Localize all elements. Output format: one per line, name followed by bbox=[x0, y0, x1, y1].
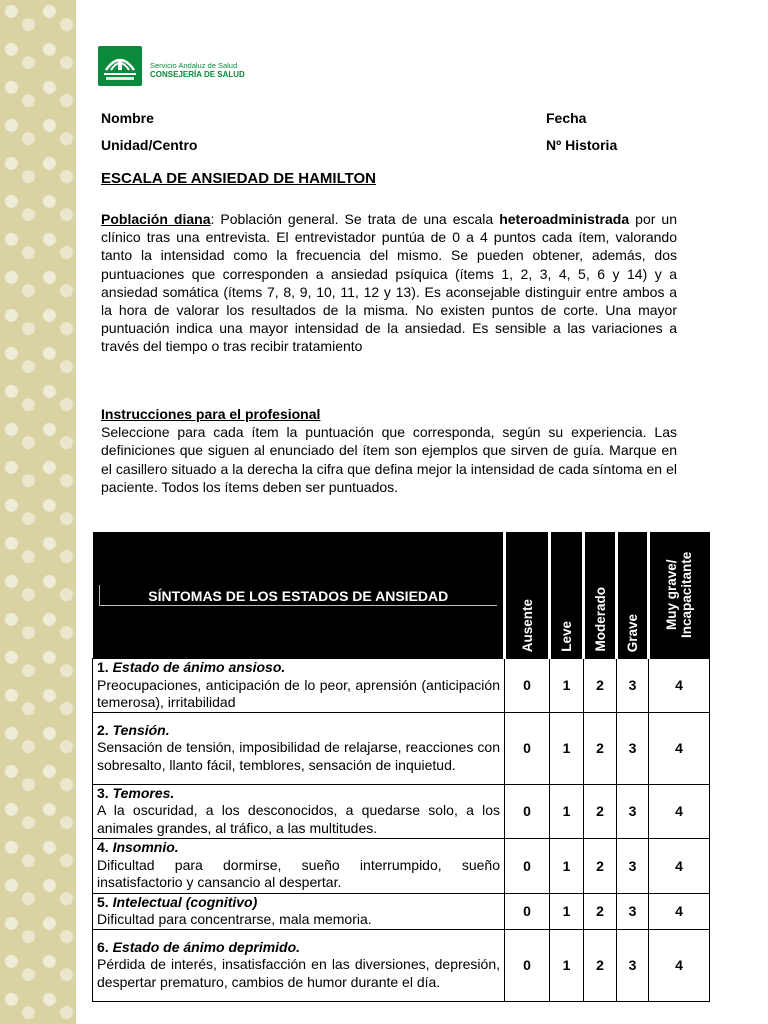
item-title: Temores. bbox=[112, 784, 175, 801]
table-row bbox=[93, 893, 710, 929]
score-option[interactable]: 0 bbox=[505, 838, 550, 893]
score-option[interactable]: 1 bbox=[550, 784, 584, 838]
item-number: 1. bbox=[97, 659, 109, 675]
score-option[interactable]: 3 bbox=[617, 838, 649, 893]
score-option[interactable]: 1 bbox=[550, 929, 584, 1001]
level-label: Ausente bbox=[519, 598, 535, 652]
poblacion-paragraph bbox=[101, 210, 677, 356]
item-number: 4. bbox=[97, 839, 109, 856]
table-row bbox=[93, 929, 710, 1001]
page-title: ESCALA DE ANSIEDAD DE HAMILTON bbox=[101, 170, 377, 187]
instrucciones-heading: Instrucciones para el profesional bbox=[101, 406, 321, 422]
level-header bbox=[649, 532, 710, 659]
table-row bbox=[93, 784, 710, 838]
poblacion-text-a: : Población general. Se trata de una escala bbox=[210, 211, 500, 227]
score-option[interactable]: 0 bbox=[505, 784, 550, 838]
symptoms-header-label: SÍNTOMAS DE LOS ESTADOS DE ANSIEDAD bbox=[99, 585, 498, 606]
level-header bbox=[617, 532, 649, 659]
score-option[interactable]: 3 bbox=[617, 784, 649, 838]
item-number: 3. bbox=[97, 784, 109, 801]
score-option[interactable]: 4 bbox=[649, 712, 710, 784]
score-option[interactable]: 0 bbox=[505, 712, 550, 784]
score-option[interactable]: 2 bbox=[584, 929, 617, 1001]
score-option[interactable]: 0 bbox=[505, 929, 550, 1001]
item-desc: Dificultad para concentrarse, mala memoria. bbox=[97, 911, 372, 927]
score-option[interactable]: 0 bbox=[505, 893, 550, 929]
decorative-sidebar bbox=[0, 0, 76, 1024]
item-description-cell bbox=[93, 659, 505, 713]
item-description-cell bbox=[93, 929, 505, 1001]
score-option[interactable]: 4 bbox=[649, 838, 710, 893]
instrucciones-paragraph bbox=[101, 405, 677, 496]
score-option[interactable]: 4 bbox=[649, 784, 710, 838]
level-header bbox=[550, 532, 584, 659]
level-label: Grave bbox=[625, 613, 640, 652]
table-row bbox=[93, 838, 710, 893]
score-option[interactable]: 4 bbox=[649, 659, 710, 713]
item-desc: Preocupaciones, anticipación de lo peor, aprensión (anticipación temerosa), irritabilidad bbox=[97, 676, 500, 710]
field-unidad: Unidad/Centro bbox=[101, 137, 198, 153]
field-nombre: Nombre bbox=[101, 110, 154, 126]
score-option[interactable]: 1 bbox=[550, 893, 584, 929]
score-option[interactable]: 3 bbox=[617, 893, 649, 929]
score-option[interactable]: 2 bbox=[584, 838, 617, 893]
score-option[interactable]: 3 bbox=[617, 712, 649, 784]
hamilton-table bbox=[92, 532, 710, 1002]
document-page bbox=[76, 0, 768, 1024]
poblacion-text-b: por un clínico tras una entrevista. El entrevistador puntúa de 0 a 4 puntos cada ítem, valorando tanto la intensidad como la frecuencia del mismo. Se pueden obtener, además, dos puntuaciones que corresponden a ansiedad psíquica (ítems 1, 2, 3, 4, 5, 6 y 14) y a ansiedad somática (ítems 7, 8, 9, 10, 11, 12 y 13). Es aconsejable distinguir entre ambos a la hora de valorar los resultados de la misma. No existen puntos de corte. Una mayor puntuación indica una mayor intensidad de la ansiedad. Es sensible a las variaciones a través del tiempo o tras recibir tratamiento bbox=[101, 211, 677, 355]
level-header bbox=[505, 532, 550, 659]
item-number: 5. bbox=[97, 893, 109, 910]
item-desc: Sensación de tensión, imposibilidad de relajarse, reacciones con sobresalto, llanto fácil, temblores, sensación de inquietud. bbox=[97, 739, 500, 773]
score-option[interactable]: 4 bbox=[649, 893, 710, 929]
score-option[interactable]: 2 bbox=[584, 712, 617, 784]
org-line-2: CONSEJERÍA DE SALUD bbox=[150, 70, 245, 79]
item-title: Insomnio. bbox=[112, 839, 179, 856]
level-label: Muy grave/ Incapacitante bbox=[663, 551, 694, 639]
score-option[interactable]: 4 bbox=[649, 929, 710, 1001]
item-desc: Dificultad para dormirse, sueño interrumpido, sueño insatisfactorio y cansancio al despertar. bbox=[97, 856, 500, 891]
score-option[interactable]: 3 bbox=[617, 929, 649, 1001]
item-description-cell bbox=[93, 712, 505, 784]
score-option[interactable]: 1 bbox=[550, 659, 584, 713]
level-label: Moderado bbox=[592, 587, 608, 652]
score-option[interactable]: 1 bbox=[550, 838, 584, 893]
table-row bbox=[93, 712, 710, 784]
item-title: Estado de ánimo deprimido. bbox=[112, 938, 301, 955]
table-row bbox=[93, 659, 710, 713]
item-desc: Pérdida de interés, insatisfacción en las diversiones, depresión, despertar prematuro, cambios de humor durante el día. bbox=[97, 956, 500, 990]
table-header-row bbox=[93, 532, 710, 659]
score-option[interactable]: 2 bbox=[584, 893, 617, 929]
level-label: Leve bbox=[559, 621, 574, 652]
item-description-cell bbox=[93, 893, 505, 929]
item-description-cell bbox=[93, 838, 505, 893]
item-number: 6. bbox=[97, 938, 109, 955]
item-description-cell bbox=[93, 784, 505, 838]
score-option[interactable]: 2 bbox=[584, 659, 617, 713]
instrucciones-text: Seleccione para cada ítem la puntuación que corresponda, según su experiencia. Las definiciones que siguen al enunciado del ítem son ejemplos que sirven de guía. Marque en el casillero situado a la derecha la cifra que defina mejor la intensidad de cada síntoma en el paciente. Todos los ítems deben ser puntuados. bbox=[101, 424, 677, 495]
header-logo bbox=[98, 46, 298, 88]
item-title: Tensión. bbox=[112, 721, 170, 738]
field-fecha: Fecha bbox=[546, 110, 587, 126]
junta-logo-icon bbox=[98, 46, 142, 86]
score-option[interactable]: 3 bbox=[617, 659, 649, 713]
item-desc: A la oscuridad, a los desconocidos, a quedarse solo, a los animales grandes, al tráfico, a las multitudes. bbox=[97, 802, 500, 836]
symptoms-header bbox=[93, 532, 505, 659]
org-line-1: Servicio Andaluz de Salud bbox=[150, 61, 238, 70]
field-historia: Nº Historia bbox=[546, 137, 618, 153]
item-title: Estado de ánimo ansioso. bbox=[112, 659, 286, 675]
item-title: Intelectual (cognitivo) bbox=[112, 893, 258, 910]
item-number: 2. bbox=[97, 721, 109, 738]
poblacion-heading: Población diana bbox=[101, 211, 211, 227]
poblacion-bold: heteroadministrada bbox=[499, 211, 630, 227]
score-option[interactable]: 2 bbox=[584, 784, 617, 838]
score-option[interactable]: 0 bbox=[505, 659, 550, 713]
score-option[interactable]: 1 bbox=[550, 712, 584, 784]
level-header bbox=[584, 532, 617, 659]
